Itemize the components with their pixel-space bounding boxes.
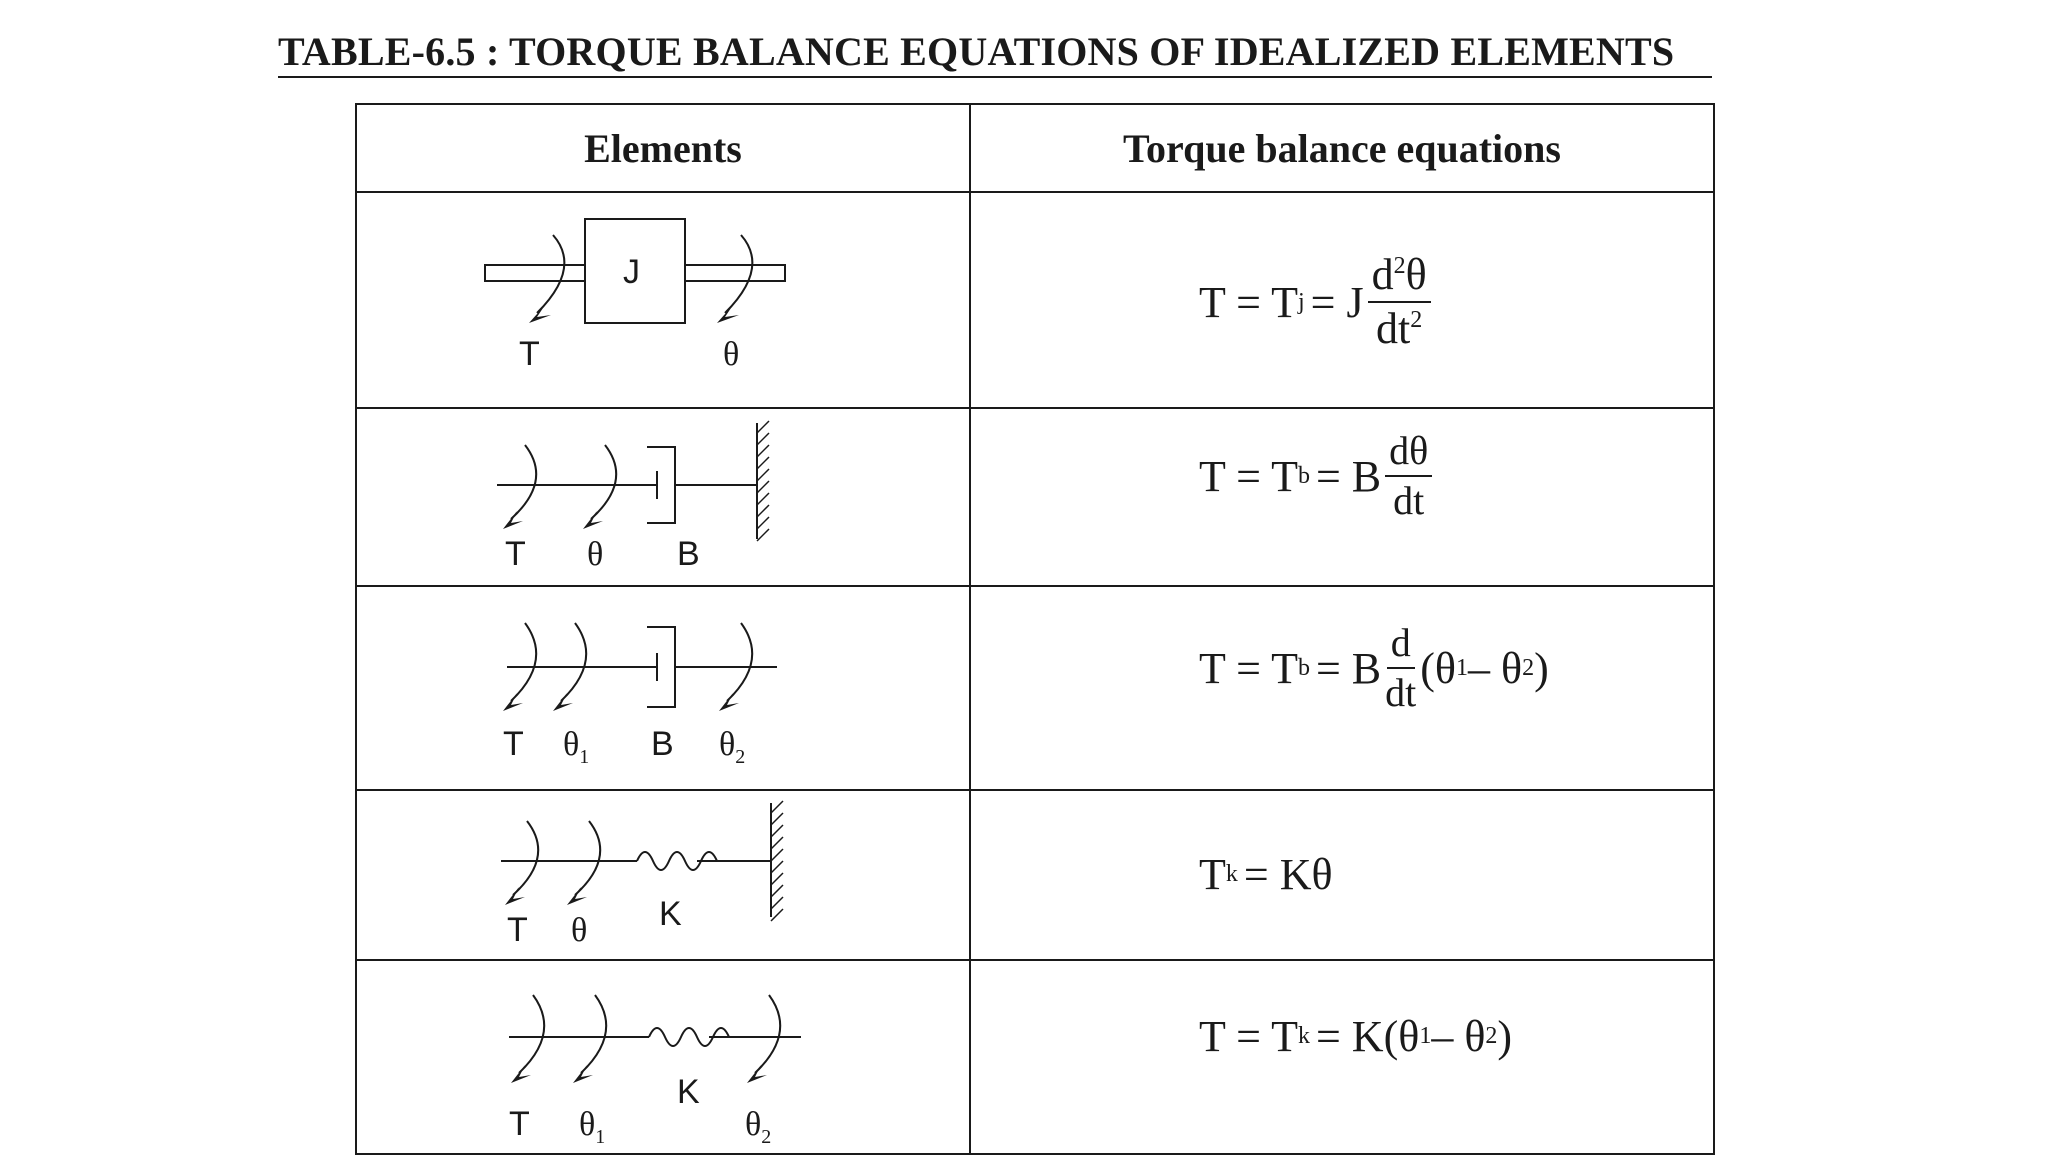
table-row-spring-between — [356, 960, 1714, 1154]
theta-label: θ — [571, 912, 588, 949]
equation-cell-damper-between — [970, 586, 1714, 790]
torque-label: T — [505, 535, 526, 573]
title-underline — [278, 76, 1712, 78]
fraction: $\frac{d^2\theta}{dt^2}$ — [1368, 253, 1431, 351]
spring-label: K — [659, 895, 682, 933]
equation-spring-ground: T k = Kθ — [1199, 850, 1333, 899]
inertia-diagram — [357, 193, 971, 407]
equation-cell-spring-between — [970, 960, 1714, 1154]
equation-cell-inertia — [970, 192, 1714, 408]
element-cell-inertia — [356, 192, 970, 408]
equation-spring-between: T = T k = K(θ 1 – θ 2 ) — [1199, 1012, 1513, 1061]
spring-between-diagram — [357, 961, 971, 1153]
theta-label: θ — [587, 536, 604, 573]
damper-ground-diagram — [357, 409, 971, 585]
element-cell-damper-ground — [356, 408, 970, 586]
fraction: $\frac{d}{dt}$ — [1385, 620, 1417, 715]
theta1-label: $\theta_1$ — [579, 1106, 606, 1148]
header-equations: Torque balance equations — [970, 104, 1714, 192]
torque-label: T — [503, 725, 524, 763]
inertia-label: J — [623, 253, 640, 291]
theta1-label: $\theta_1$ — [563, 726, 590, 768]
torque-balance-table — [355, 103, 1715, 1155]
damper-label: B — [651, 725, 674, 763]
element-cell-spring-between — [356, 960, 970, 1154]
element-cell-spring-ground — [356, 790, 970, 960]
equation-damper-between: T = T b = B $\frac{d}{dt}$ (θ 1 – θ 2 ) — [1199, 620, 1549, 715]
element-cell-damper-between — [356, 586, 970, 790]
equation-damper-ground: T = T b = B $\frac{d\theta}{dt}$ — [1199, 431, 1436, 521]
damper-between-diagram — [357, 587, 971, 789]
table-row-damper-between — [356, 586, 1714, 790]
damper-label: B — [677, 535, 700, 573]
header-row — [356, 104, 1714, 192]
spring-label: K — [677, 1073, 700, 1111]
equation-cell-spring-ground — [970, 790, 1714, 960]
torque-label: T — [507, 911, 528, 949]
table-row-damper-ground — [356, 408, 1714, 586]
torque-label: T — [519, 335, 540, 373]
table-title: TABLE-6.5 : TORQUE BALANCE EQUATIONS OF IDEALIZED ELEMENTS — [278, 29, 1675, 74]
torque-label: T — [509, 1105, 530, 1143]
equation-cell-damper-ground — [970, 408, 1714, 586]
table-row-spring-ground — [356, 790, 1714, 960]
theta2-label: $\theta_2$ — [745, 1106, 772, 1148]
table-row-inertia — [356, 192, 1714, 408]
header-elements: Elements — [356, 104, 970, 192]
theta-label: θ — [723, 336, 740, 373]
equation-inertia: T = T j = J $\frac{d^2\theta}{dt^2}$ — [1199, 253, 1435, 351]
theta2-label: $\theta_2$ — [719, 726, 746, 768]
spring-ground-diagram — [357, 791, 971, 959]
fraction: $\frac{d\theta}{dt}$ — [1385, 431, 1432, 521]
